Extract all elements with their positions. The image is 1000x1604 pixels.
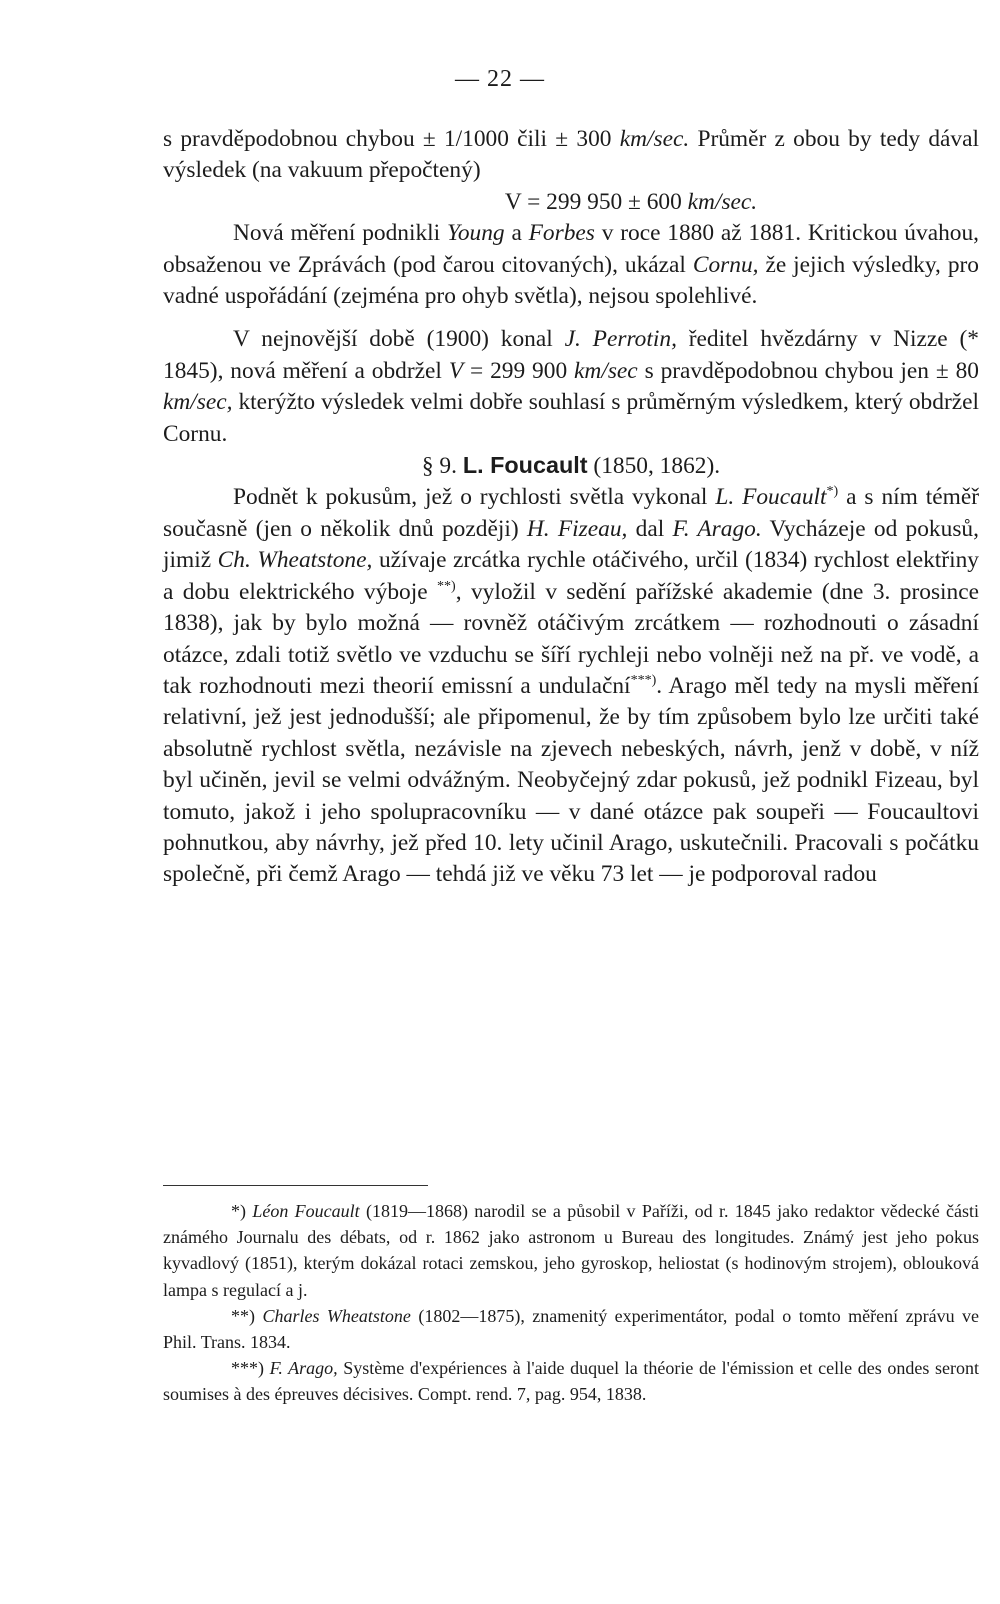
page-number: — 22 — (455, 66, 545, 92)
footnote-text: Système d'expériences à l'aide duquel la théorie de l'émission et celle des ondes seront soumises à des épreuves décisives. Compt. rend. 7, pag. 954, 1838. (163, 1358, 979, 1405)
p3-unit-b: km/sec (574, 357, 638, 384)
p2-text-a: Nová měření podnikli (233, 220, 447, 247)
p3-text-d: s pravděpodobnou chybou jen ± 80 (637, 357, 979, 384)
footnote-ref-1: *) (826, 483, 839, 500)
footnote-3 (163, 1355, 979, 1407)
p3-unit-c: km/sec, (163, 389, 233, 416)
name-perrotin: J. Perrotin, (564, 326, 677, 353)
section-heading (163, 450, 979, 482)
p4-text-b: a s ním téměř současně (jen o několik dnů později) (163, 484, 979, 542)
footnote-2 (163, 1303, 979, 1355)
p2-text-c: v roce 1880 až 1881. Kritickou úvahou, obsaženou ve Zprávách (pod čarou citovaných), ukázal (163, 220, 980, 278)
footnote-name: Léon Foucault (252, 1201, 360, 1221)
footnote-text: (1802—1875), znamenitý experimentátor, podal o tomto měření zprávu ve Phil. Trans. 1834. (163, 1305, 979, 1353)
formula-text: V = 299 950 ± 600 (504, 188, 688, 215)
footnote-1 (163, 1198, 979, 1303)
name-forbes: Forbes (528, 220, 595, 247)
section-years: (1850, 1862). (587, 453, 721, 480)
name-cornu: Cornu, (692, 251, 759, 278)
p1-text-a: s pravděpodobnou chybou ± 1/1000 čili ± 300 (163, 126, 620, 152)
p2-text-b: a (504, 220, 529, 247)
paragraph-2 (163, 218, 979, 312)
footnote-rule (163, 1185, 428, 1186)
footnote-mark: **) (231, 1305, 255, 1326)
p4-text-e: užívaje zrcátka rychle otáčivého, určil (1834) rychlost elektřiny a dobu elektrického výboje (163, 547, 979, 605)
paragraph-gap (163, 312, 979, 324)
p4-text-d: Vycházeje od pokusů, jimiž (163, 515, 979, 574)
footnote-name: F. Arago, (269, 1358, 338, 1379)
footnote-ref-2: **) (437, 577, 456, 594)
p1-unit: km/sec. (619, 126, 690, 152)
p4-text-c: dal (627, 515, 673, 542)
p4-text-a: Podnět k pokusům, jež o rychlosti světla vykonal (233, 484, 716, 511)
footnote-mark: ***) (231, 1358, 264, 1379)
footnote-mark: *) (231, 1201, 246, 1221)
p3-text-e: kterýžto výsledek velmi dobře souhlasí s průměrným výsledkem, který obdržel Cornu. (163, 389, 979, 447)
p2-text-d: že jejich výsledky, pro vadné uspořádání (zejména pro ohyb světla), nejsou spolehlivé. (163, 251, 980, 310)
footnote-name: Charles Wheatstone (262, 1305, 411, 1326)
section-number: § 9. (421, 453, 463, 480)
name-foucault: L. Foucault (715, 484, 827, 511)
formula-line (163, 187, 979, 218)
paragraph-3 (163, 324, 979, 450)
paragraph-1 (163, 124, 979, 187)
footnotes (163, 1198, 979, 1408)
paragraph-4 (163, 482, 979, 890)
p4-text-f: , vyložil v sedění pařížské akademie (dne 3. prosince 1838), jak by bylo možná — rovněž otáčivým zrcátkem — rozhodnouti o zásadní otázce, zdali totiž světlo ve vzduchu se šíří rychleji nebo volněji než na př. ve vodě, a tak rozhodnouti mezi theorií emissní a undulační (163, 578, 979, 699)
p3-text-a: V nejnovější době (1900) konal (233, 326, 565, 353)
p1-text-b: Průměr z obou by tedy dával výsledek (na vakuum přepočtený) (163, 126, 979, 184)
footnote-ref-3: ***) (630, 672, 657, 689)
name-arago: F. Arago. (672, 515, 762, 542)
p3-text-b: ředitel hvězdárny v Nizze (* 1845), nová měření a obdržel (163, 326, 979, 384)
section-title: L. Foucault (462, 452, 588, 479)
p4-text-g: . Arago měl tedy na mysli měření relativní, jež jest jednodušší; ale připomenul, že by tím způsobem bylo lze určiti také absolutně rychlost světla, nezávisle na zjevech nebeských, návrh, jenž v době, v níž byl učiněn, jevil se velmi odvážným. Neobyčejný zdar pokusů, jež podnikl Fizeau, byl tomuto, jakož i jeho spolupracovníku — v dané otázce pak soupeři — Foucaultovi pohnutkou, aby návrhy, jež před 10. lety učinil Arago, uskutečnili. Pracovali s počátku společně, při čemž Arago — tehdá již ve věku 73 let — je podporoval radou (163, 672, 979, 888)
footnote-text: (1819—1868) narodil se a působil v Paříži, od r. 1845 jako redaktor vědecké části známého Journalu des débats, od r. 1862 jako astronom u Bureau des longitudes. Známý jest jeho pokus kyvadlový (1851), kterým dokázal rotaci zemskou, jeho gyroskop, heliostat (s hodinovým strojem), oblouková lampa s regulací a j. (163, 1201, 979, 1300)
name-young: Young (446, 220, 505, 247)
name-fizeau: H. Fizeau, (526, 515, 628, 542)
formula-unit: km/sec. (687, 188, 758, 215)
body-text (163, 124, 979, 891)
p3-text-c: = 299 900 (463, 357, 575, 384)
name-wheatstone: Ch. Wheatstone, (217, 547, 373, 574)
v-symbol: V (448, 357, 464, 384)
